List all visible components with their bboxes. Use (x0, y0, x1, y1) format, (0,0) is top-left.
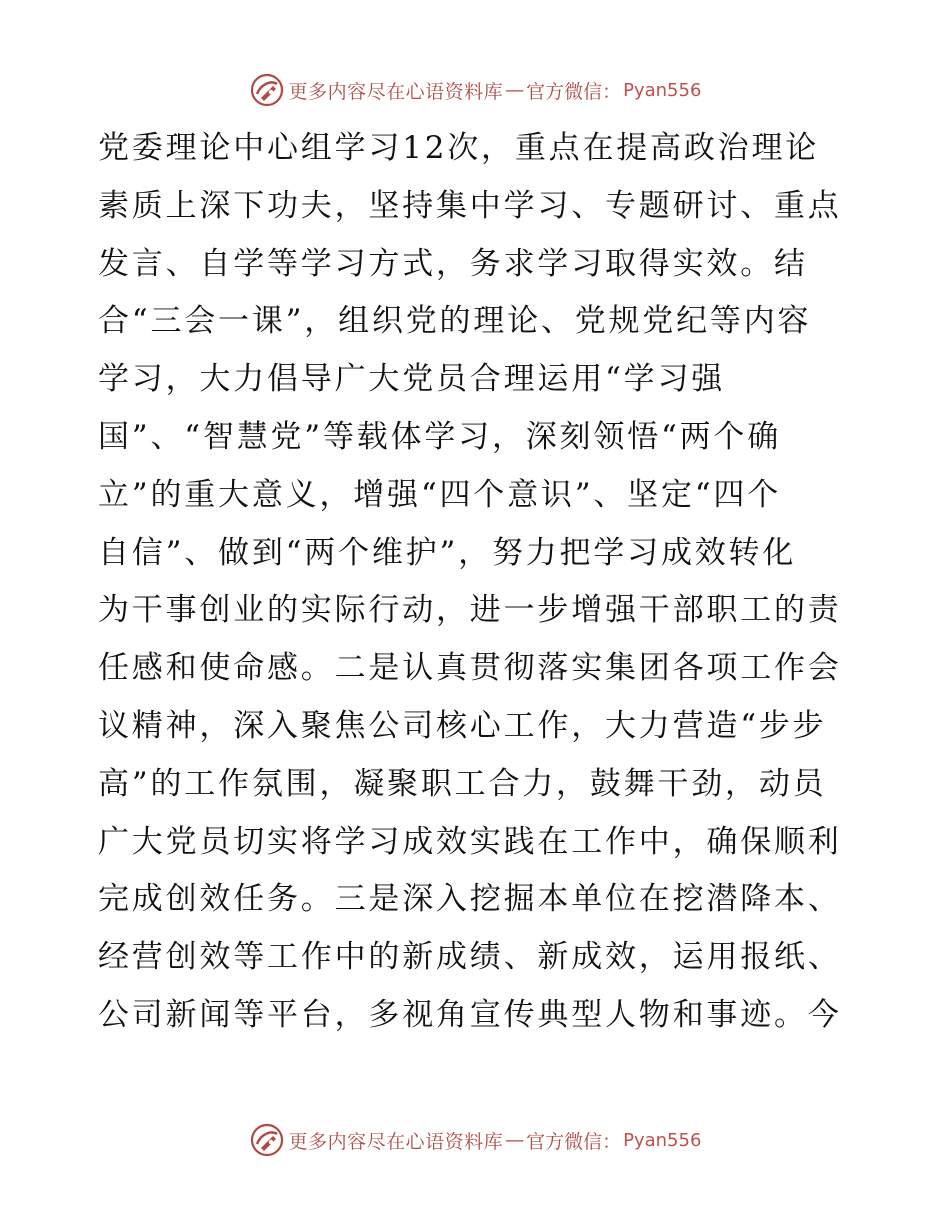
text-line: 广大党员切实将学习成效实践在工作中，确保顺利 (98, 823, 842, 860)
text-line: 国”、“智慧党”等载体学习，深刻领悟“两个确 (98, 418, 781, 455)
text-line: 任感和使命感。二是认真贯彻落实集团各项工作会 (98, 650, 842, 687)
watermark-wechat-label: 官方微信： (526, 80, 622, 103)
text-line: 学习，大力倡导广大党员合理运用“学习强 (98, 361, 726, 398)
text-line: 合“三会一课”，组织党的理论、党规党纪等内容 (98, 303, 812, 340)
watermark-dash: — (505, 79, 525, 101)
seal-logo-icon (249, 72, 285, 108)
watermark-wechat-id: Pyan556 (623, 79, 702, 101)
text-line: 经营创效等工作中的新成绩、新成效，运用报纸、 (98, 939, 842, 976)
text-line: 议精神，深入聚焦公司核心工作，大力营造“步步 (98, 707, 827, 744)
text-line: 高”的工作氛围，凝聚职工合力，鼓舞干劲，动员 (98, 765, 827, 802)
text-line: 公司新闻等平台，多视角宣传典型人物和事迹。今 (98, 996, 842, 1033)
text-line: 党委理论中心组学习12次，重点在提高政治理论 (98, 130, 820, 166)
header-watermark (0, 70, 950, 110)
watermark-site-text: 更多内容尽在心语资料库 (288, 80, 504, 103)
seal-logo-icon (249, 1122, 285, 1158)
watermark-dash: — (505, 1129, 525, 1151)
text-line: 发言、自学等学习方式，务求学习取得实效。结 (98, 245, 808, 282)
text-line: 素质上深下功夫，坚持集中学习、专题研讨、重点 (98, 187, 842, 224)
text-line: 为干事创业的实际行动，进一步增强干部职工的责 (98, 592, 842, 629)
footer-watermark (0, 1120, 950, 1160)
watermark-wechat-id: Pyan556 (623, 1129, 702, 1151)
text-line: 完成创效任务。三是深入挖掘本单位在挖潜降本、 (98, 881, 842, 918)
text-line: 立”的重大意义，增强“四个意识”、坚定“四个 (98, 476, 781, 513)
watermark-site-text: 更多内容尽在心语资料库 (288, 1130, 504, 1153)
text-line: 自信”、做到“两个维护”，努力把学习成效转化 (98, 534, 797, 571)
watermark-wechat-label: 官方微信： (526, 1130, 622, 1153)
document-body (98, 120, 858, 1045)
